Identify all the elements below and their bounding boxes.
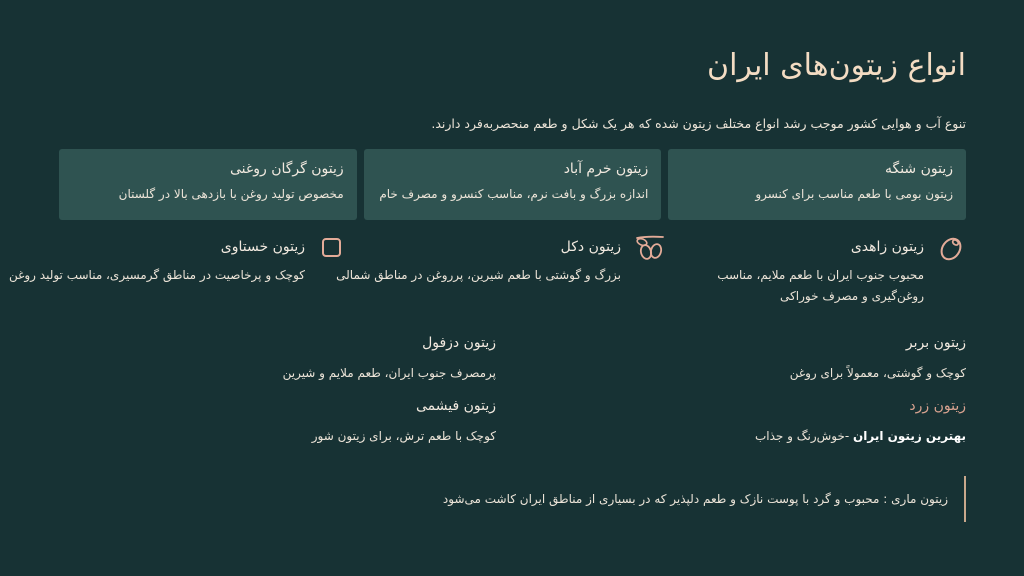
grid-item-dezful [283, 335, 496, 380]
item-desc-bold: بهترین زیتون ایران [853, 429, 966, 443]
grid-item-barbar [790, 335, 966, 380]
card-title: زیتون خرم آباد [563, 161, 649, 177]
item-desc: کوچک و پرخاصیت در مناطق گرمسیری، مناسب تولید روغن [8, 268, 305, 282]
item-name: زیتون زرد [909, 398, 966, 414]
item-desc: محبوب جنوب ایران با طعم ملایم، مناسب روغن‌گیری و مصرف خوراکی [717, 268, 924, 303]
card-shengeh [668, 149, 966, 220]
quote-block [443, 476, 966, 522]
item-name: زیتون دکل [560, 239, 621, 255]
item-desc: کوچک با طعم ترش، برای زیتون شور [311, 429, 496, 443]
subtitle: تنوع آب و هوایی کشور موجب رشد انواع مختلف زیتون شده که هر یک شکل و طعم منحصربه‌فرد دارند. [431, 116, 966, 131]
item-name: زیتون زاهدی [850, 239, 924, 255]
card-title: زیتون گرگان روغنی [230, 161, 344, 177]
icon-item-zahedi [717, 233, 966, 307]
card-gorgan [59, 149, 357, 220]
quote-text: زیتون ماری : محبوب و گرد با پوست نازک و طعم دلپذیر که در بسیاری از مناطق ایران کاشت می‌شود [442, 492, 948, 506]
item-desc-rest: -خوش‌رنگ و جذاب [754, 429, 854, 443]
olive-branch-icon [633, 233, 667, 263]
olive-icon [936, 233, 966, 263]
card-desc: مخصوص تولید روغن با بازدهی بالا در گلستان [118, 187, 344, 201]
item-name: زیتون دزفول [422, 335, 496, 351]
square-icon [317, 233, 347, 263]
grid-item-zard [755, 398, 966, 443]
card-khorramabad [364, 149, 662, 220]
cards-row [59, 149, 966, 220]
item-desc: کوچک و گوشتی، معمولاً برای روغن [789, 366, 966, 380]
item-name: زیتون فیشمی [415, 398, 496, 414]
card-title: زیتون شنگه [884, 161, 953, 177]
icon-item-khastavi [9, 233, 347, 286]
grid-item-fishomi [312, 398, 496, 443]
page-title: انواع زیتون‌های ایران [707, 48, 966, 83]
item-name: زیتون خستاوی [220, 239, 305, 255]
icon-item-dakal [336, 233, 667, 286]
card-desc: زیتون بومی با طعم مناسب برای کنسرو [755, 187, 953, 201]
icon-items-row [0, 233, 1024, 313]
item-name: زیتون بربر [905, 335, 966, 351]
item-desc: پرمصرف جنوب ایران، طعم ملایم و شیرین [282, 366, 496, 380]
item-desc [755, 429, 966, 443]
card-desc: اندازه بزرگ و بافت نرم، مناسب کنسرو و مصرف خام [379, 187, 649, 201]
item-desc: بزرگ و گوشتی با طعم شیرین، پرروغن در مناطق شمالی [336, 268, 621, 282]
